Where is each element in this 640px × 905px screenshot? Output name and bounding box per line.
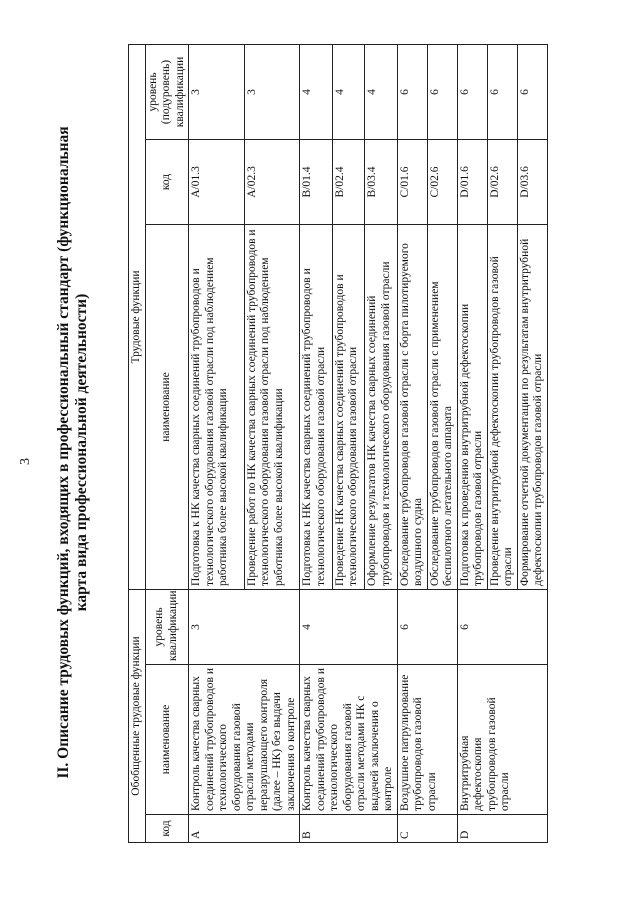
group-level: 6 <box>457 589 547 664</box>
group-name: Контроль качества сварных соединений трубопроводов и технологического оборудования газовой отрасли методами НК с выдачей заключения о контроле <box>300 665 398 815</box>
group-name: Контроль качества сварных соединений трубопроводов и технологического оборудования газовой отрасли методами неразрушающего контроля (далее – НК) без выдачи заключения о контроле <box>189 665 300 815</box>
generalized-functions-header: Обобщенные трудовые функции <box>129 589 146 842</box>
function-name: Проведение НК качества сварных соединений трубопроводов и технологического оборудования газовой отрасли <box>332 224 365 589</box>
function-name: Подготовка к проведению внутритрубной дефектоскопии трубопроводов газовой отрасли <box>457 224 487 589</box>
function-level: 4 <box>300 44 333 139</box>
group-level: 3 <box>189 589 300 664</box>
column-header-name: наименование <box>145 665 189 815</box>
function-name: Обследование трубопроводов газовой отрасли с борта пилотируемого воздушного судна <box>397 224 427 589</box>
function-name: Проведение внутритрубной дефектоскопии трубопроводов газовой отрасли <box>487 224 517 589</box>
function-code: C/02.6 <box>427 139 457 224</box>
function-name: Обследование трубопроводов газовой отрасли с применением беспилотного летательного аппарата <box>427 224 457 589</box>
labor-functions-header: Трудовые функции <box>129 44 146 589</box>
section-title: II. Описание трудовых функций, входящих в профессиональный стандарт (функциональная карта вида профессиональной деятельности) <box>55 126 90 779</box>
function-code: D/01.6 <box>457 139 487 224</box>
group-name: Воздушное патрулирование трубопроводов газовой отрасли <box>397 665 457 815</box>
group-level: 6 <box>397 589 457 664</box>
column-header-tf-code: код <box>145 139 189 224</box>
function-name: Формирование отчетной документации по результатам внутритрубной дефектоскопии трубопроводов газовой отрасли <box>517 224 547 589</box>
column-header-level: уровень квалификации <box>145 589 189 664</box>
column-header-code: код <box>145 815 189 843</box>
function-name: Подготовка к НК качества сварных соединений трубопроводов и технологического оборудования газовой отрасли под наблюдением работника более высокой квалификации <box>189 224 245 589</box>
function-level: 3 <box>244 44 300 139</box>
group-code: C <box>397 815 457 843</box>
group-code: A <box>189 815 300 843</box>
column-header-tf-name: наименование <box>145 224 189 589</box>
functional-map-table <box>128 44 548 843</box>
function-name: Подготовка к НК качества сварных соединений трубопроводов и технологического оборудования газовой отрасли <box>300 224 333 589</box>
function-level: 6 <box>517 44 547 139</box>
function-level: 6 <box>427 44 457 139</box>
function-level: 6 <box>397 44 427 139</box>
group-code: D <box>457 815 547 843</box>
table-row <box>189 44 245 842</box>
function-level: 6 <box>457 44 487 139</box>
table-row <box>457 44 487 842</box>
function-level: 4 <box>332 44 365 139</box>
function-code: B/02.4 <box>332 139 365 224</box>
function-code: B/01.4 <box>300 139 333 224</box>
function-name: Проведение работ по НК качества сварных соединений трубопроводов и технологического оборудования газовой отрасли под наблюдением работника более высокой квалификации <box>244 224 300 589</box>
function-level: 3 <box>189 44 245 139</box>
function-code: D/03.6 <box>517 139 547 224</box>
function-level: 4 <box>365 44 398 139</box>
column-header-tf-level: уровень (подуровень) квалификации <box>145 44 189 139</box>
function-code: A/01.3 <box>189 139 245 224</box>
function-code: D/02.6 <box>487 139 517 224</box>
function-name: Оформление результатов НК качества сварных соединений трубопроводов и технологического оборудования газовой отрасли <box>365 224 398 589</box>
group-name: Внутритрубная дефектоскопия трубопроводов газовой отрасли <box>457 665 547 815</box>
group-level: 4 <box>300 589 398 664</box>
function-level: 6 <box>487 44 517 139</box>
table-row <box>397 44 427 842</box>
group-code: B <box>300 815 398 843</box>
table-row <box>300 44 333 842</box>
function-code: A/02.3 <box>244 139 300 224</box>
page-number: 3 <box>18 458 33 465</box>
function-code: B/03.4 <box>365 139 398 224</box>
function-code: C/01.6 <box>397 139 427 224</box>
